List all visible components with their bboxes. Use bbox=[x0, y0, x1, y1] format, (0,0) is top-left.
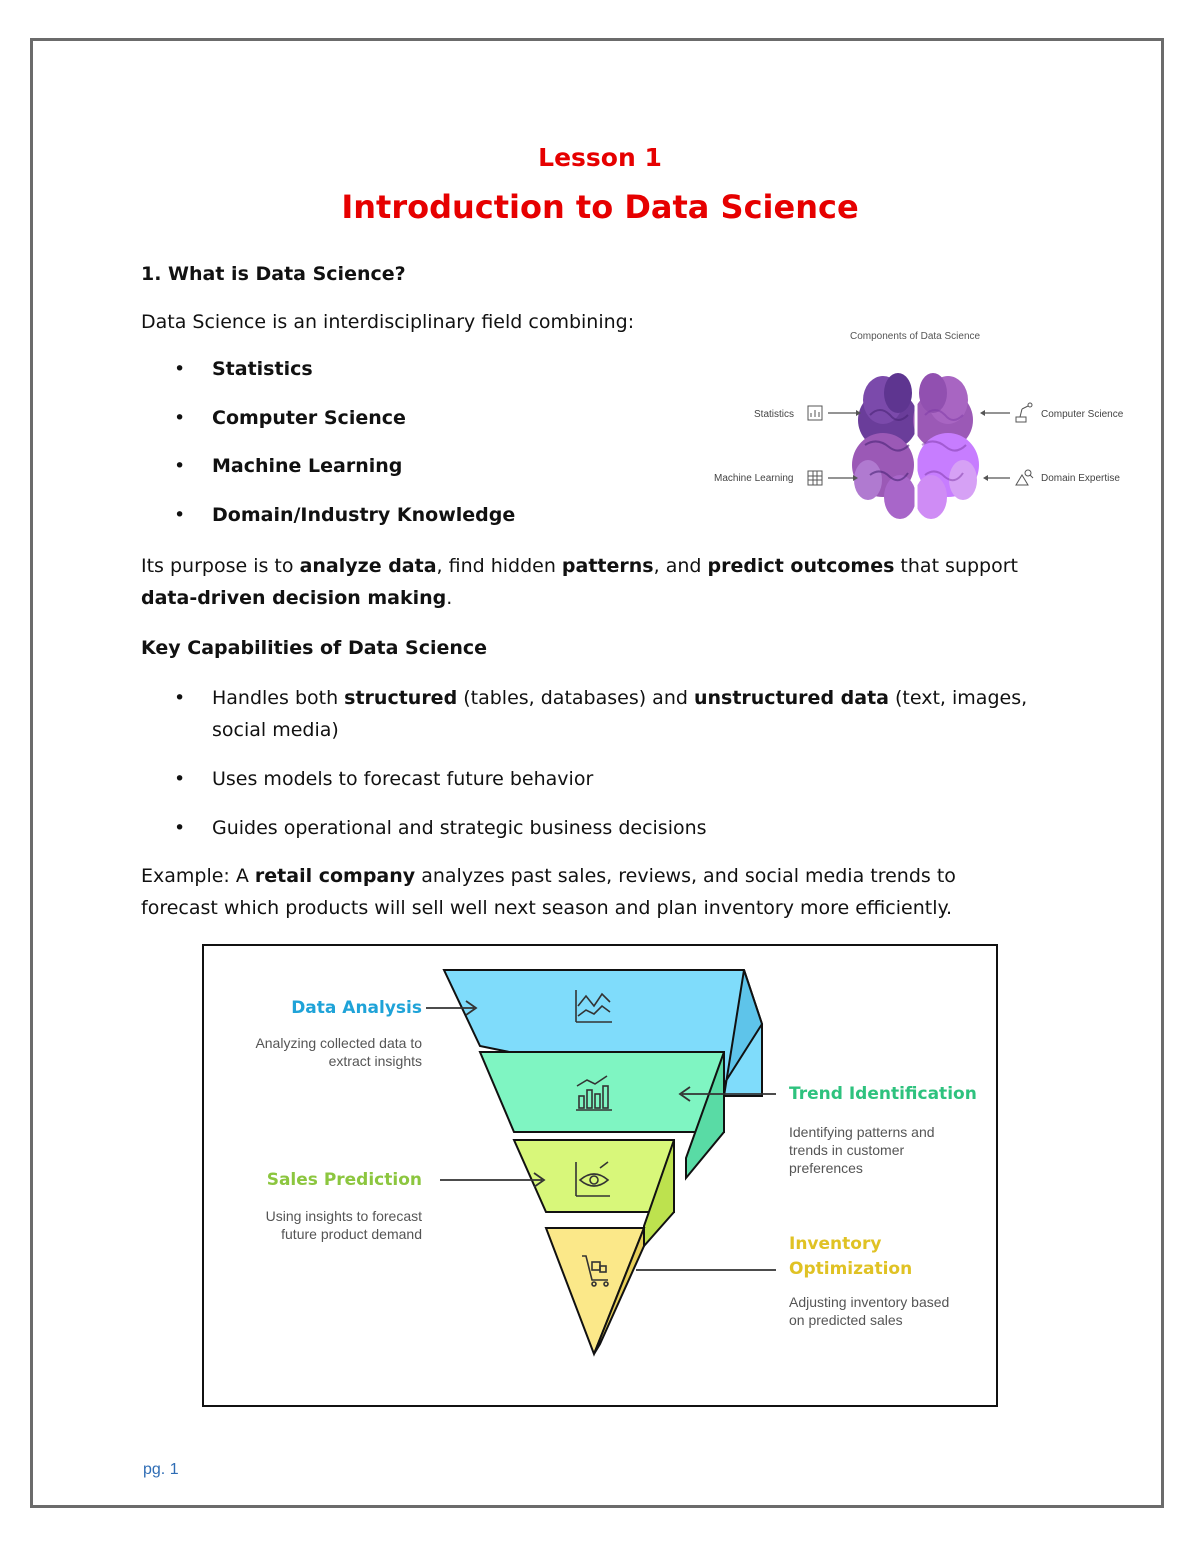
stage-title-sales-prediction: Sales Prediction bbox=[266, 1170, 422, 1190]
funnel-figure bbox=[202, 944, 998, 1407]
grid-icon bbox=[808, 471, 822, 485]
figure-title: Components of Data Science bbox=[850, 331, 981, 342]
page-number: pg. 1 bbox=[143, 1461, 179, 1478]
intro-text: Data Science is an interdisciplinary field combining: bbox=[141, 311, 635, 333]
components-list bbox=[141, 353, 515, 547]
robot-arm-icon bbox=[1016, 403, 1032, 422]
label-statistics: Statistics bbox=[754, 409, 795, 420]
list-item: • Machine Learning bbox=[141, 450, 515, 499]
list-item: • Handles both structured (tables, databases) and unstructured data (text, images, social media) bbox=[141, 682, 1071, 763]
capabilities-heading: Key Capabilities of Data Science bbox=[141, 637, 488, 659]
label-domain-expertise: Domain Expertise bbox=[1041, 473, 1120, 484]
label-computer-science: Computer Science bbox=[1041, 409, 1124, 420]
stage-title-inventory-optimization: Inventory Optimization bbox=[789, 1234, 913, 1279]
brain-icon bbox=[700, 325, 1140, 530]
stage-title-trend-identification: Trend Identification bbox=[789, 1084, 977, 1104]
stage-desc-inventory-optimization: Adjusting inventory based on predicted sales bbox=[789, 1294, 950, 1328]
list-item: • Statistics bbox=[141, 353, 515, 402]
label-machine-learning: Machine Learning bbox=[714, 473, 794, 484]
list-item: • Guides operational and strategic business decisions bbox=[141, 812, 1071, 844]
capabilities-list bbox=[141, 682, 1071, 844]
list-item: • Uses models to forecast future behavior bbox=[141, 763, 1071, 812]
stage-title-data-analysis: Data Analysis bbox=[291, 998, 422, 1018]
components-figure bbox=[700, 325, 1140, 530]
chart-icon bbox=[808, 406, 822, 420]
lesson-label: Lesson 1 bbox=[538, 143, 662, 172]
list-item: • Computer Science bbox=[141, 402, 515, 450]
page-title: Introduction to Data Science bbox=[341, 188, 859, 226]
example-paragraph: Example: A retail company analyzes past sales, reviews, and social media trends to forecast which products will sell well next season and plan inventory more efficiently. bbox=[141, 865, 956, 919]
search-person-icon bbox=[1016, 470, 1033, 485]
purpose-paragraph: Its purpose is to analyze data, find hidden patterns, and predict outcomes that support data-driven decision making. bbox=[141, 555, 1019, 609]
stage-desc-sales-prediction: Using insights to forecast future product demand bbox=[265, 1208, 422, 1242]
list-item: • Domain/Industry Knowledge bbox=[141, 499, 515, 547]
stage-desc-data-analysis: Analyzing collected data to extract insights bbox=[255, 1035, 422, 1069]
stage-desc-trend-identification: Identifying patterns and trends in customer preferences bbox=[789, 1124, 935, 1176]
section-heading: 1. What is Data Science? bbox=[141, 263, 406, 285]
